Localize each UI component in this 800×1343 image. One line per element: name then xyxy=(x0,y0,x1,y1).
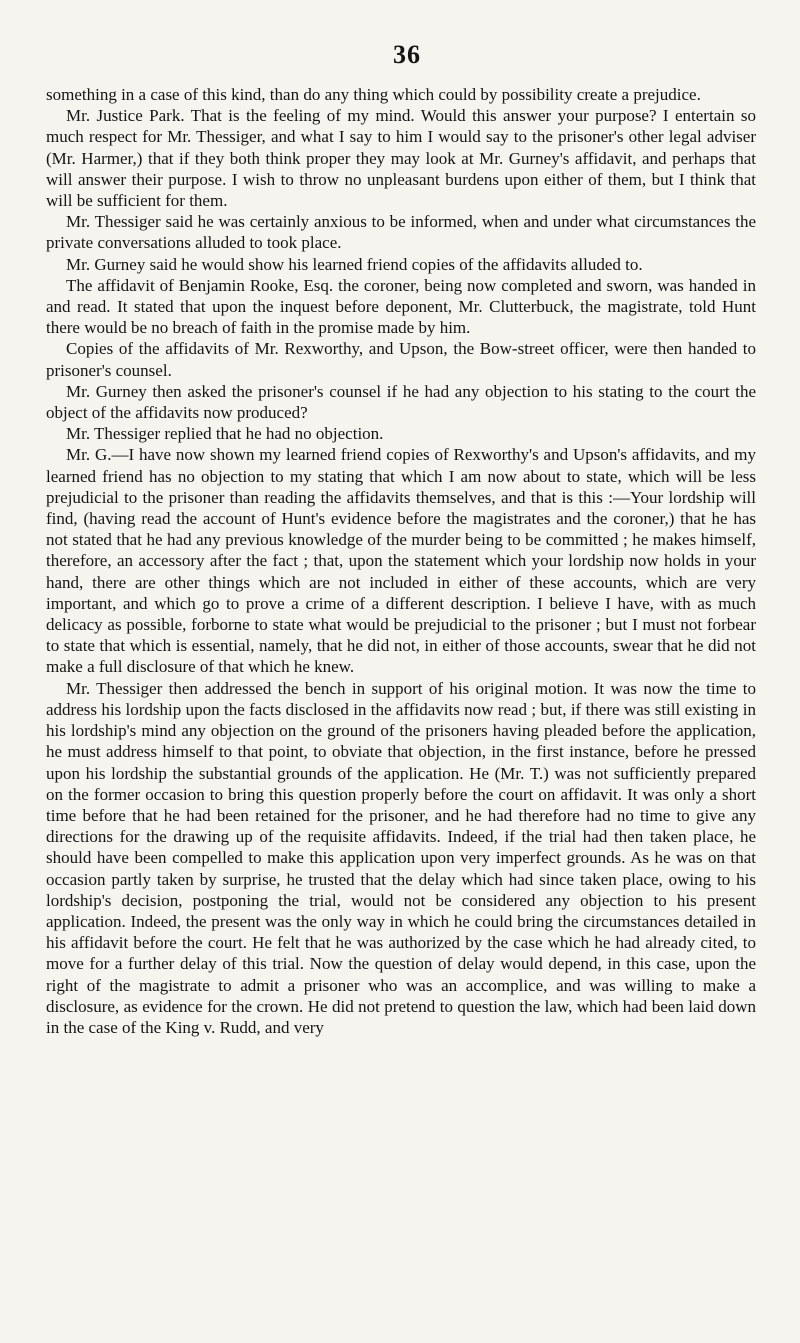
page-number: 36 xyxy=(393,40,421,69)
paragraph-justice-park: Mr. Justice Park. That is the feeling of my mind. Would this answer your purpose? I entertain so much respect for Mr. Thessiger, and what I say to him I would say to the prisoner's other legal adviser (Mr. Harmer,) that if they both think proper they may look at Mr. Gurney's affidavit, and perhaps that will answer their purpose. I wish to throw no unpleasant burdens upon either of them, but I think that will be sufficient for them. xyxy=(46,106,756,211)
paragraph-gurney-asked: Mr. Gurney then asked the prisoner's counsel if he had any objection to his stating to the court the object of the affidavits now produced? xyxy=(46,381,756,423)
paragraph-copies-handed: Copies of the affidavits of Mr. Rexworthy, and Upson, the Bow-street officer, were then handed to prisoner's counsel. xyxy=(46,339,756,380)
paragraph-thessiger-anxious: Mr. Thessiger said he was certainly anxious to be informed, when and under what circumstances the private conversations alluded to took place. xyxy=(46,212,756,253)
paragraph-rooke-affidavit: The affidavit of Benjamin Rooke, Esq. the coroner, being now completed and sworn, was handed in and read. It stated that upon the inquest before deponent, Mr. Clutterbuck, the magistrate, told Hunt there would be no breach of faith in the promise made by him. xyxy=(46,275,756,338)
paragraph-thessiger-replied: Mr. Thessiger replied that he had no objection. xyxy=(66,424,384,444)
paragraph-thessiger-address: Mr. Thessiger then addressed the bench in support of his original motion. It was now the time to address his lordship upon the facts disclosed in the affidavits now read ; but, if there was still existing in his lordship's mind any objection on the ground of the prisoners having pleaded before the application, he must address himself to that point, to obviate that objection, in the first instance, before he pressed upon his lordship the substantial grounds of the application. He (Mr. T.) was not sufficiently prepared on the former occasion to bring this question properly before the court on affidavit. It was only a short time before that he had been retained for the prisoner, and he had therefore had no time to give any directions for the drawing up of the requisite affidavits. Indeed, if the trial had then taken place, he should have been compelled to make this application upon very imperfect grounds. As he was on that occasion partly taken by surprise, he trusted that the delay which had since taken place, owing to his lordship's decision, postponing the trial, would not be considered any objection to his present application. Indeed, the present was the only way in which he could bring the circumstances detailed in his affidavit before the court. He felt that he was authorized by the case which he had already cited, to move for a further delay of this trial. Now the question of delay would depend, in this case, upon the right of the magistrate to admit a prisoner who was an accomplice, and was willing to make a disclosure, as evidence for the crown. He did not pretend to question the law, which had been laid down in the case of the King v. Rudd, and very xyxy=(46,678,756,1037)
paragraph-gurney-copies: Mr. Gurney said he would show his learned friend copies of the affidavits alluded to. xyxy=(66,254,643,274)
paragraph-continuation: something in a case of this kind, than do any thing which could by possibility create a prejudice. xyxy=(46,85,701,104)
paragraph-mr-g-statement: Mr. G.—I have now shown my learned friend copies of Rexworthy's and Upson's affidavits, and my learned friend has no objection to my stating that which I am now about to state, which will be less prejudicial to the prisoner than reading the affidavits themselves, and that is this :—Your lordship will find, (having read the account of Hunt's evidence before the magistrates and the coroner,) that he has not stated that he had any previous knowledge of the murder being to be committed ; he makes himself, therefore, an accessory after the fact ; that, upon the statement which your lordship now holds in your hand, there are other things which are not included in either of these accounts, which are very important, and which go to prove a crime of a different description. I believe I have, with as much delicacy as possible, forborne to state what would be prejudicial to the prisoner ; but I must not forbear to state that which is essential, namely, that he did not, in either of those accounts, swear that he did not make a full disclosure of that which he knew. xyxy=(46,445,756,677)
